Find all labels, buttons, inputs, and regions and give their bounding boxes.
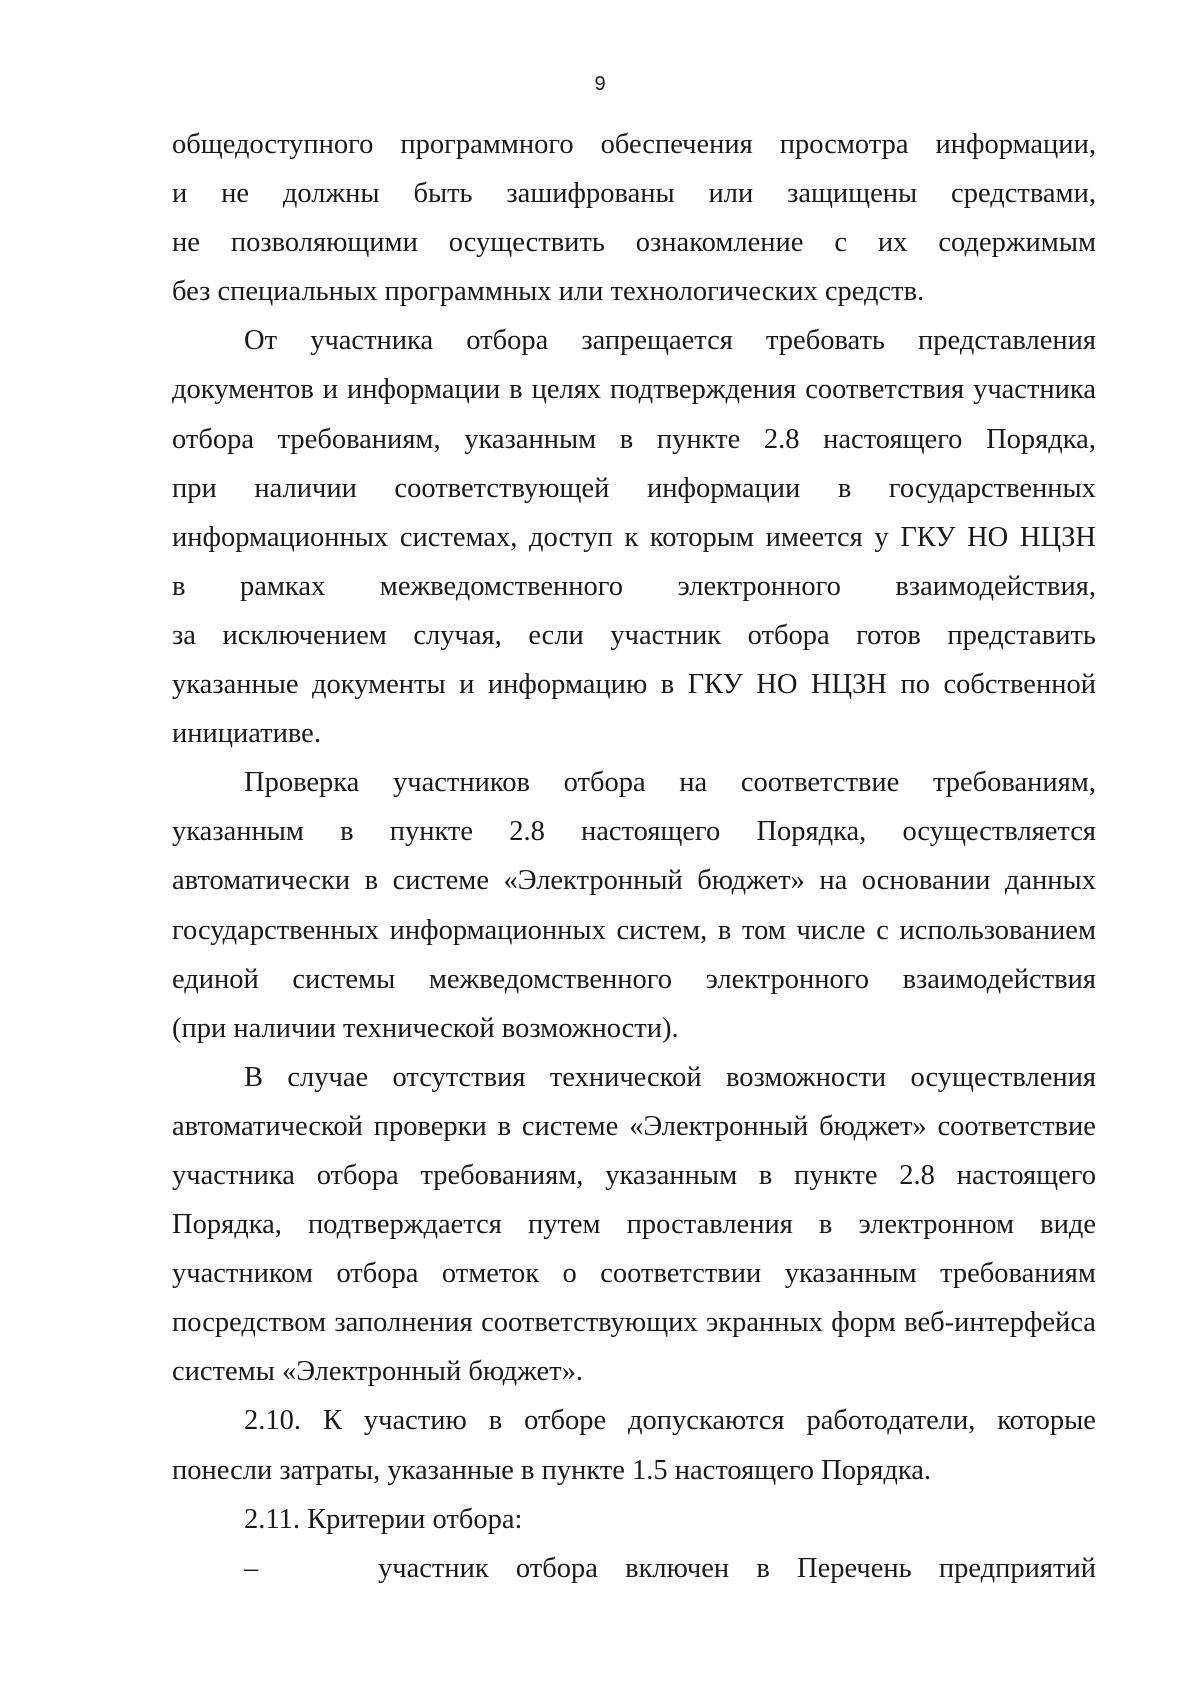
- word: с: [876, 914, 889, 946]
- word: если: [528, 619, 584, 651]
- word: информационных: [389, 914, 606, 946]
- word: в: [660, 669, 675, 701]
- word: Порядка,: [172, 1209, 282, 1241]
- word: отборе: [524, 1405, 607, 1437]
- word: соответствие: [740, 767, 900, 799]
- word: осуществить: [448, 227, 605, 259]
- word: в: [837, 472, 852, 504]
- word: участников: [393, 767, 530, 799]
- word: их: [877, 227, 908, 259]
- word: форм: [831, 1307, 896, 1339]
- word: в: [756, 1552, 770, 1584]
- word: запрещается: [581, 325, 733, 357]
- word: допускаются: [628, 1405, 785, 1437]
- paragraph-last-line: без специальных программных или технологических средств.: [172, 276, 925, 308]
- text-line: [172, 218, 1096, 267]
- word: не: [221, 178, 250, 210]
- word: имеется: [765, 521, 863, 553]
- word: доступ: [529, 521, 613, 553]
- word: указанным: [464, 423, 597, 455]
- word: участника: [310, 325, 434, 357]
- word: осуществляется: [902, 816, 1096, 848]
- list-dash: –: [244, 1552, 259, 1584]
- word: электронном: [858, 1209, 1015, 1241]
- word: участника: [973, 374, 1096, 406]
- word: заполнения: [334, 1307, 473, 1339]
- text-line: [172, 415, 1096, 464]
- word: 2.8: [763, 423, 800, 455]
- text-line: [172, 1053, 1096, 1102]
- word: требовать: [766, 325, 885, 357]
- word: информации,: [935, 129, 1096, 160]
- word: целях: [531, 374, 602, 406]
- word: участию: [363, 1405, 467, 1437]
- word: случая,: [413, 619, 502, 651]
- word: систем,: [616, 914, 708, 946]
- word: отбора: [563, 767, 646, 799]
- word: бюджет»: [819, 1110, 927, 1142]
- word: проставления: [626, 1209, 793, 1241]
- word: 2.10.: [244, 1405, 301, 1437]
- word: содержимым: [938, 227, 1096, 259]
- word: зашифрованы: [506, 178, 675, 210]
- word: отбора: [515, 1552, 598, 1584]
- word: НО: [756, 669, 798, 701]
- word: с: [834, 227, 847, 259]
- text-line: [172, 1396, 1096, 1445]
- word: которым: [649, 521, 754, 553]
- word: представить: [947, 619, 1096, 651]
- word: системе: [392, 865, 489, 897]
- word: «Электронный: [503, 865, 683, 897]
- word: взаимодействия,: [895, 570, 1096, 602]
- word: обеспечения: [600, 129, 753, 160]
- paragraphs: [172, 120, 1096, 1495]
- word: по: [900, 669, 931, 701]
- word: на: [819, 865, 848, 897]
- text-line: [172, 955, 1096, 1004]
- word: информационных: [172, 521, 389, 553]
- text-line: [172, 856, 1096, 905]
- word: общедоступного: [172, 129, 374, 160]
- word: веб-интерфейса: [904, 1307, 1096, 1339]
- word: и: [322, 374, 338, 406]
- word: К: [322, 1405, 342, 1437]
- word: за: [172, 619, 196, 651]
- word: Порядка,: [986, 423, 1096, 455]
- word: в: [717, 914, 732, 946]
- list-item-text: [316, 1544, 1096, 1593]
- word: в: [758, 1159, 773, 1191]
- word: НЦЗН: [810, 669, 887, 701]
- text-line: [172, 758, 1096, 807]
- word: требованиям,: [932, 767, 1096, 799]
- word: в: [364, 865, 379, 897]
- word: 2.8: [899, 1159, 935, 1191]
- word: отсутствия: [392, 1061, 526, 1093]
- word: государственных: [172, 914, 380, 946]
- word: средствами,: [951, 178, 1096, 210]
- word: электронного: [705, 963, 869, 995]
- word: возможности: [725, 1061, 887, 1093]
- word: документов: [172, 374, 314, 406]
- word: на: [679, 767, 708, 799]
- word: информацию: [487, 669, 648, 701]
- word: системы: [292, 963, 396, 995]
- word: требованиям,: [420, 1159, 584, 1191]
- word: основании: [861, 865, 991, 897]
- paragraph-last-line: понесли затраты, указанные в пункте 1.5 настоящего Порядка.: [172, 1454, 932, 1486]
- text-line: [172, 513, 1096, 562]
- word: системах,: [399, 521, 518, 553]
- word: виде: [1040, 1209, 1096, 1241]
- word: настоящего: [580, 816, 721, 848]
- word: технической: [549, 1061, 702, 1093]
- paragraph-last-line: (при наличии технической возможности).: [172, 1012, 679, 1044]
- word: при: [172, 472, 217, 504]
- text-line: [172, 1298, 1096, 1347]
- word: наличии: [254, 472, 357, 504]
- word: указанные: [172, 669, 299, 701]
- word: информации: [346, 374, 501, 406]
- word: исключением: [222, 619, 387, 651]
- word: позволяющими: [230, 227, 418, 259]
- word: информации: [646, 472, 801, 504]
- word: должны: [282, 178, 380, 210]
- text-line: [172, 1102, 1096, 1151]
- word: межведомственного: [428, 963, 673, 995]
- text-line: [172, 1151, 1096, 1200]
- word: или: [708, 178, 754, 210]
- list-item: [172, 1544, 1096, 1593]
- word: числе: [796, 914, 866, 946]
- word: участник: [610, 619, 722, 651]
- word: требованиям,: [277, 423, 441, 455]
- document-body: [172, 120, 1096, 1593]
- word: указанным: [605, 1159, 738, 1191]
- word: автоматической: [172, 1110, 363, 1142]
- text-line: [172, 1200, 1096, 1249]
- word: использованием: [899, 914, 1096, 946]
- word: бюджет»: [697, 865, 805, 897]
- word: предприятий: [938, 1552, 1096, 1584]
- word: в: [497, 1110, 512, 1142]
- word: соответствия: [805, 374, 965, 406]
- word: собственной: [943, 669, 1096, 701]
- word: путем: [527, 1209, 601, 1241]
- word: в: [172, 570, 186, 602]
- word: экранных: [706, 1307, 823, 1339]
- word: пункте: [794, 1159, 878, 1191]
- word: которые: [997, 1405, 1096, 1437]
- word: электронного: [677, 570, 841, 602]
- word: документы: [312, 669, 446, 701]
- word: В: [244, 1061, 264, 1093]
- word: проверки: [373, 1110, 487, 1142]
- word: соответствующей: [394, 472, 610, 504]
- word: в: [488, 1405, 503, 1437]
- text-line: [172, 807, 1096, 856]
- word: рамках: [240, 570, 326, 602]
- word: требованиям: [940, 1258, 1096, 1290]
- word: в: [818, 1209, 833, 1241]
- paragraph-last-line: инициативе.: [172, 718, 321, 750]
- word: Проверка: [244, 767, 360, 799]
- word: соответствии: [600, 1258, 762, 1290]
- word: указанным: [172, 816, 304, 848]
- word: участника: [172, 1159, 295, 1191]
- word: готов: [856, 619, 921, 651]
- word: «Электронный: [629, 1110, 809, 1142]
- word: данных: [1004, 865, 1096, 897]
- word: включен: [625, 1552, 730, 1584]
- word: работодатели,: [806, 1405, 976, 1437]
- word: единой: [172, 963, 259, 995]
- text-line: [172, 169, 1096, 218]
- word: том: [742, 914, 786, 946]
- word: в: [619, 423, 634, 455]
- word: отбора: [172, 423, 254, 455]
- word: системе: [521, 1110, 619, 1142]
- word: просмотра: [779, 129, 909, 160]
- word: От: [244, 325, 278, 357]
- word: в: [509, 374, 523, 406]
- word: представления: [918, 325, 1096, 357]
- word: отбора: [336, 1258, 419, 1290]
- word: осуществления: [910, 1061, 1096, 1093]
- word: случае: [287, 1061, 369, 1093]
- word: защищены: [787, 178, 918, 210]
- word: пункте: [389, 816, 474, 848]
- word: программного: [400, 129, 574, 160]
- word: Перечень: [797, 1552, 912, 1584]
- word: ГКУ: [687, 669, 743, 701]
- text-line: [172, 464, 1096, 513]
- word: взаимодействия: [902, 963, 1096, 995]
- word: 2.8: [509, 816, 545, 848]
- text-line: [172, 660, 1096, 709]
- text-line: [172, 611, 1096, 660]
- word: настоящего: [956, 1159, 1096, 1191]
- word: к: [624, 521, 639, 553]
- word: настоящего: [823, 423, 963, 455]
- word: подтверждается: [307, 1209, 502, 1241]
- word: в: [340, 816, 354, 848]
- text-line: [172, 562, 1096, 611]
- text-line: [172, 1249, 1096, 1298]
- word: быть: [413, 178, 473, 210]
- word: Порядка,: [756, 816, 867, 848]
- word: автоматически: [172, 865, 351, 897]
- word: пункте: [656, 423, 741, 455]
- word: участник: [378, 1552, 489, 1584]
- word: отбора: [316, 1159, 399, 1191]
- page-number: 9: [594, 73, 606, 95]
- paragraph-last-line: системы «Электронный бюджет».: [172, 1356, 583, 1388]
- word: НЦЗН: [1019, 521, 1096, 553]
- word: отбора: [747, 619, 830, 651]
- text-line: [172, 365, 1096, 414]
- text-line: [172, 120, 1096, 169]
- word: указанным: [784, 1258, 917, 1290]
- word: ГКУ: [900, 521, 956, 553]
- word: НО: [967, 521, 1009, 553]
- word: участником: [172, 1258, 313, 1290]
- word: и: [459, 669, 475, 701]
- word: ознакомление: [635, 227, 804, 259]
- word: у: [874, 521, 889, 553]
- word: о: [562, 1258, 577, 1290]
- text-line: [172, 316, 1096, 365]
- word: и: [172, 178, 188, 210]
- word: межведомственного: [379, 570, 623, 602]
- word: посредством: [172, 1307, 326, 1339]
- word: подтверждения: [610, 374, 797, 406]
- text-line: [172, 906, 1096, 955]
- word: не: [172, 227, 200, 259]
- word: соответствие: [937, 1110, 1096, 1142]
- word: соответствующих: [481, 1307, 698, 1339]
- word: государственных: [888, 472, 1096, 504]
- word: отбора: [466, 325, 549, 357]
- word: отметок: [441, 1258, 540, 1290]
- criteria-heading: 2.11. Критерии отбора:: [244, 1503, 523, 1535]
